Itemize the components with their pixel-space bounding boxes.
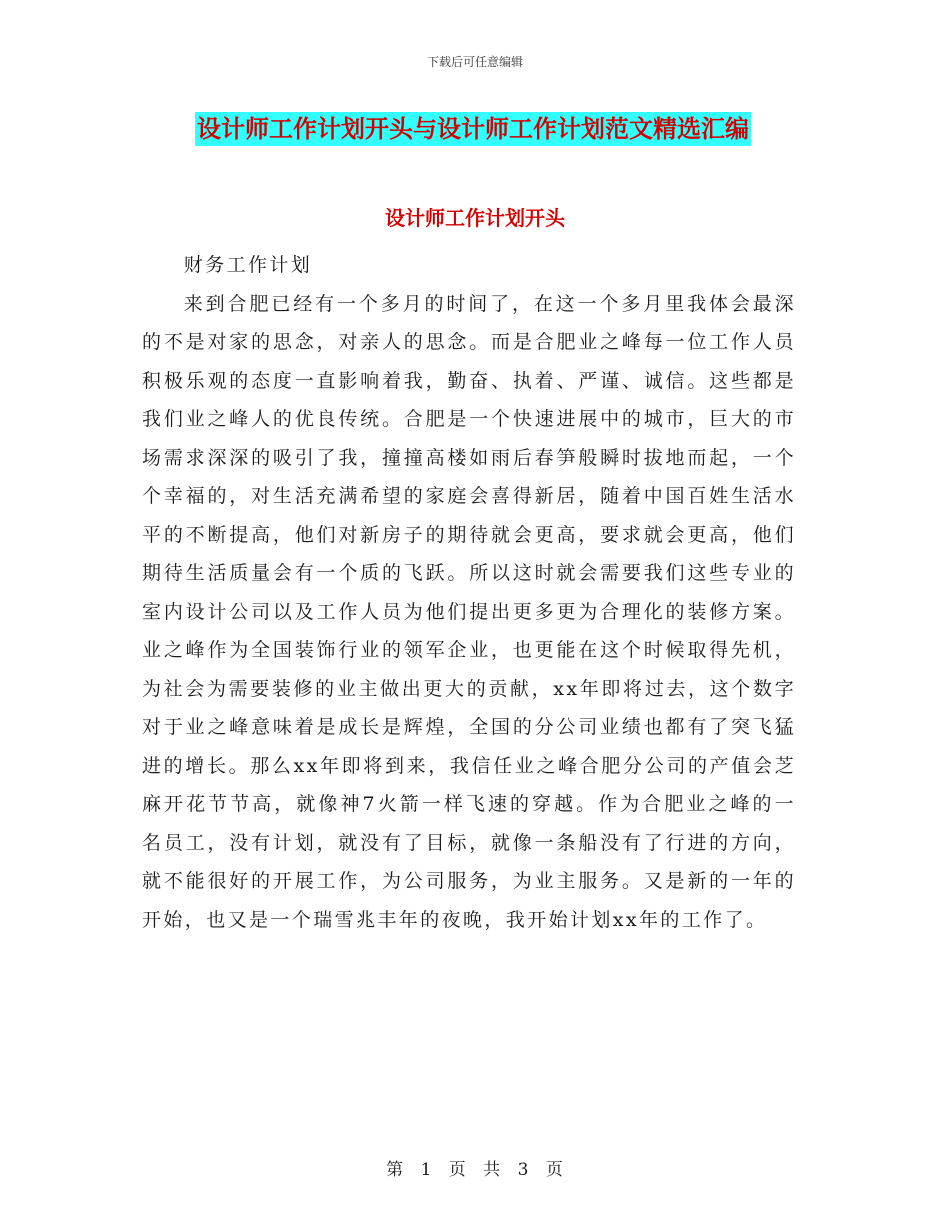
paragraph: 来到合肥已经有一个多月的时间了，在这一个多月里我体会最深的不是对家的思念，对亲人的思念。而是合肥业之峰每一位工作人员积极乐观的态度一直影响着我，勤奋、执着、严谨、诚信。这些都是我们业之峰人的优良传统。合肥是一个快速进展中的城市，巨大的市场需求深深的吸引了我，撞撞高楼如雨后春笋般瞬时拔地而起，一个个幸福的，对生活充满希望的家庭会喜得新居，随着中国百姓生活水平的不断提高，他们对新房子的期待就会更高，要求就会更高，他们期待生活质量会有一个质的飞跃。所以这时就会需要我们这些专业的室内设计公司以及工作人员为他们提出更多更为合理化的装修方案。业之峰作为全国装饰行业的领军企业，也更能在这个时候取得先机，为社会为需要装修的业主做出更大的贡献，xx年即将过去，这个数字对于业之峰意味着是成长是辉煌，全国的分公司业绩也都有了突飞猛进的增长。那么xx年即将到来，我信任业之峰合肥分公司的产值会芝麻开花节节高，就像神7火箭一样飞速的穿越。作为合肥业之峰的一名员工，没有计划，就没有了目标，就像一条船没有了行进的方向，就不能很好的开展工作，为公司服务，为业主服务。又是新的一年的开始，也又是一个瑞雪兆丰年的夜晚，我开始计划xx年的工作了。 xyxy=(142,292,796,931)
document-title: 设计师工作计划开头与设计师工作计划范文精选汇编 xyxy=(195,112,751,146)
document-body xyxy=(142,246,796,939)
footer-total-word: 共 xyxy=(483,1160,502,1180)
page-footer xyxy=(0,1155,950,1180)
paragraph-heading: 财务工作计划 xyxy=(183,254,313,276)
header-note: 下载后可任意编辑 xyxy=(426,55,523,69)
footer-suffix: 页 xyxy=(545,1160,564,1180)
section-subtitle: 设计师工作计划开头 xyxy=(385,206,565,230)
footer-page-word: 页 xyxy=(448,1160,467,1180)
current-page-number: 1 xyxy=(420,1160,433,1180)
footer-prefix: 第 xyxy=(386,1160,405,1180)
total-page-number: 3 xyxy=(517,1160,530,1180)
